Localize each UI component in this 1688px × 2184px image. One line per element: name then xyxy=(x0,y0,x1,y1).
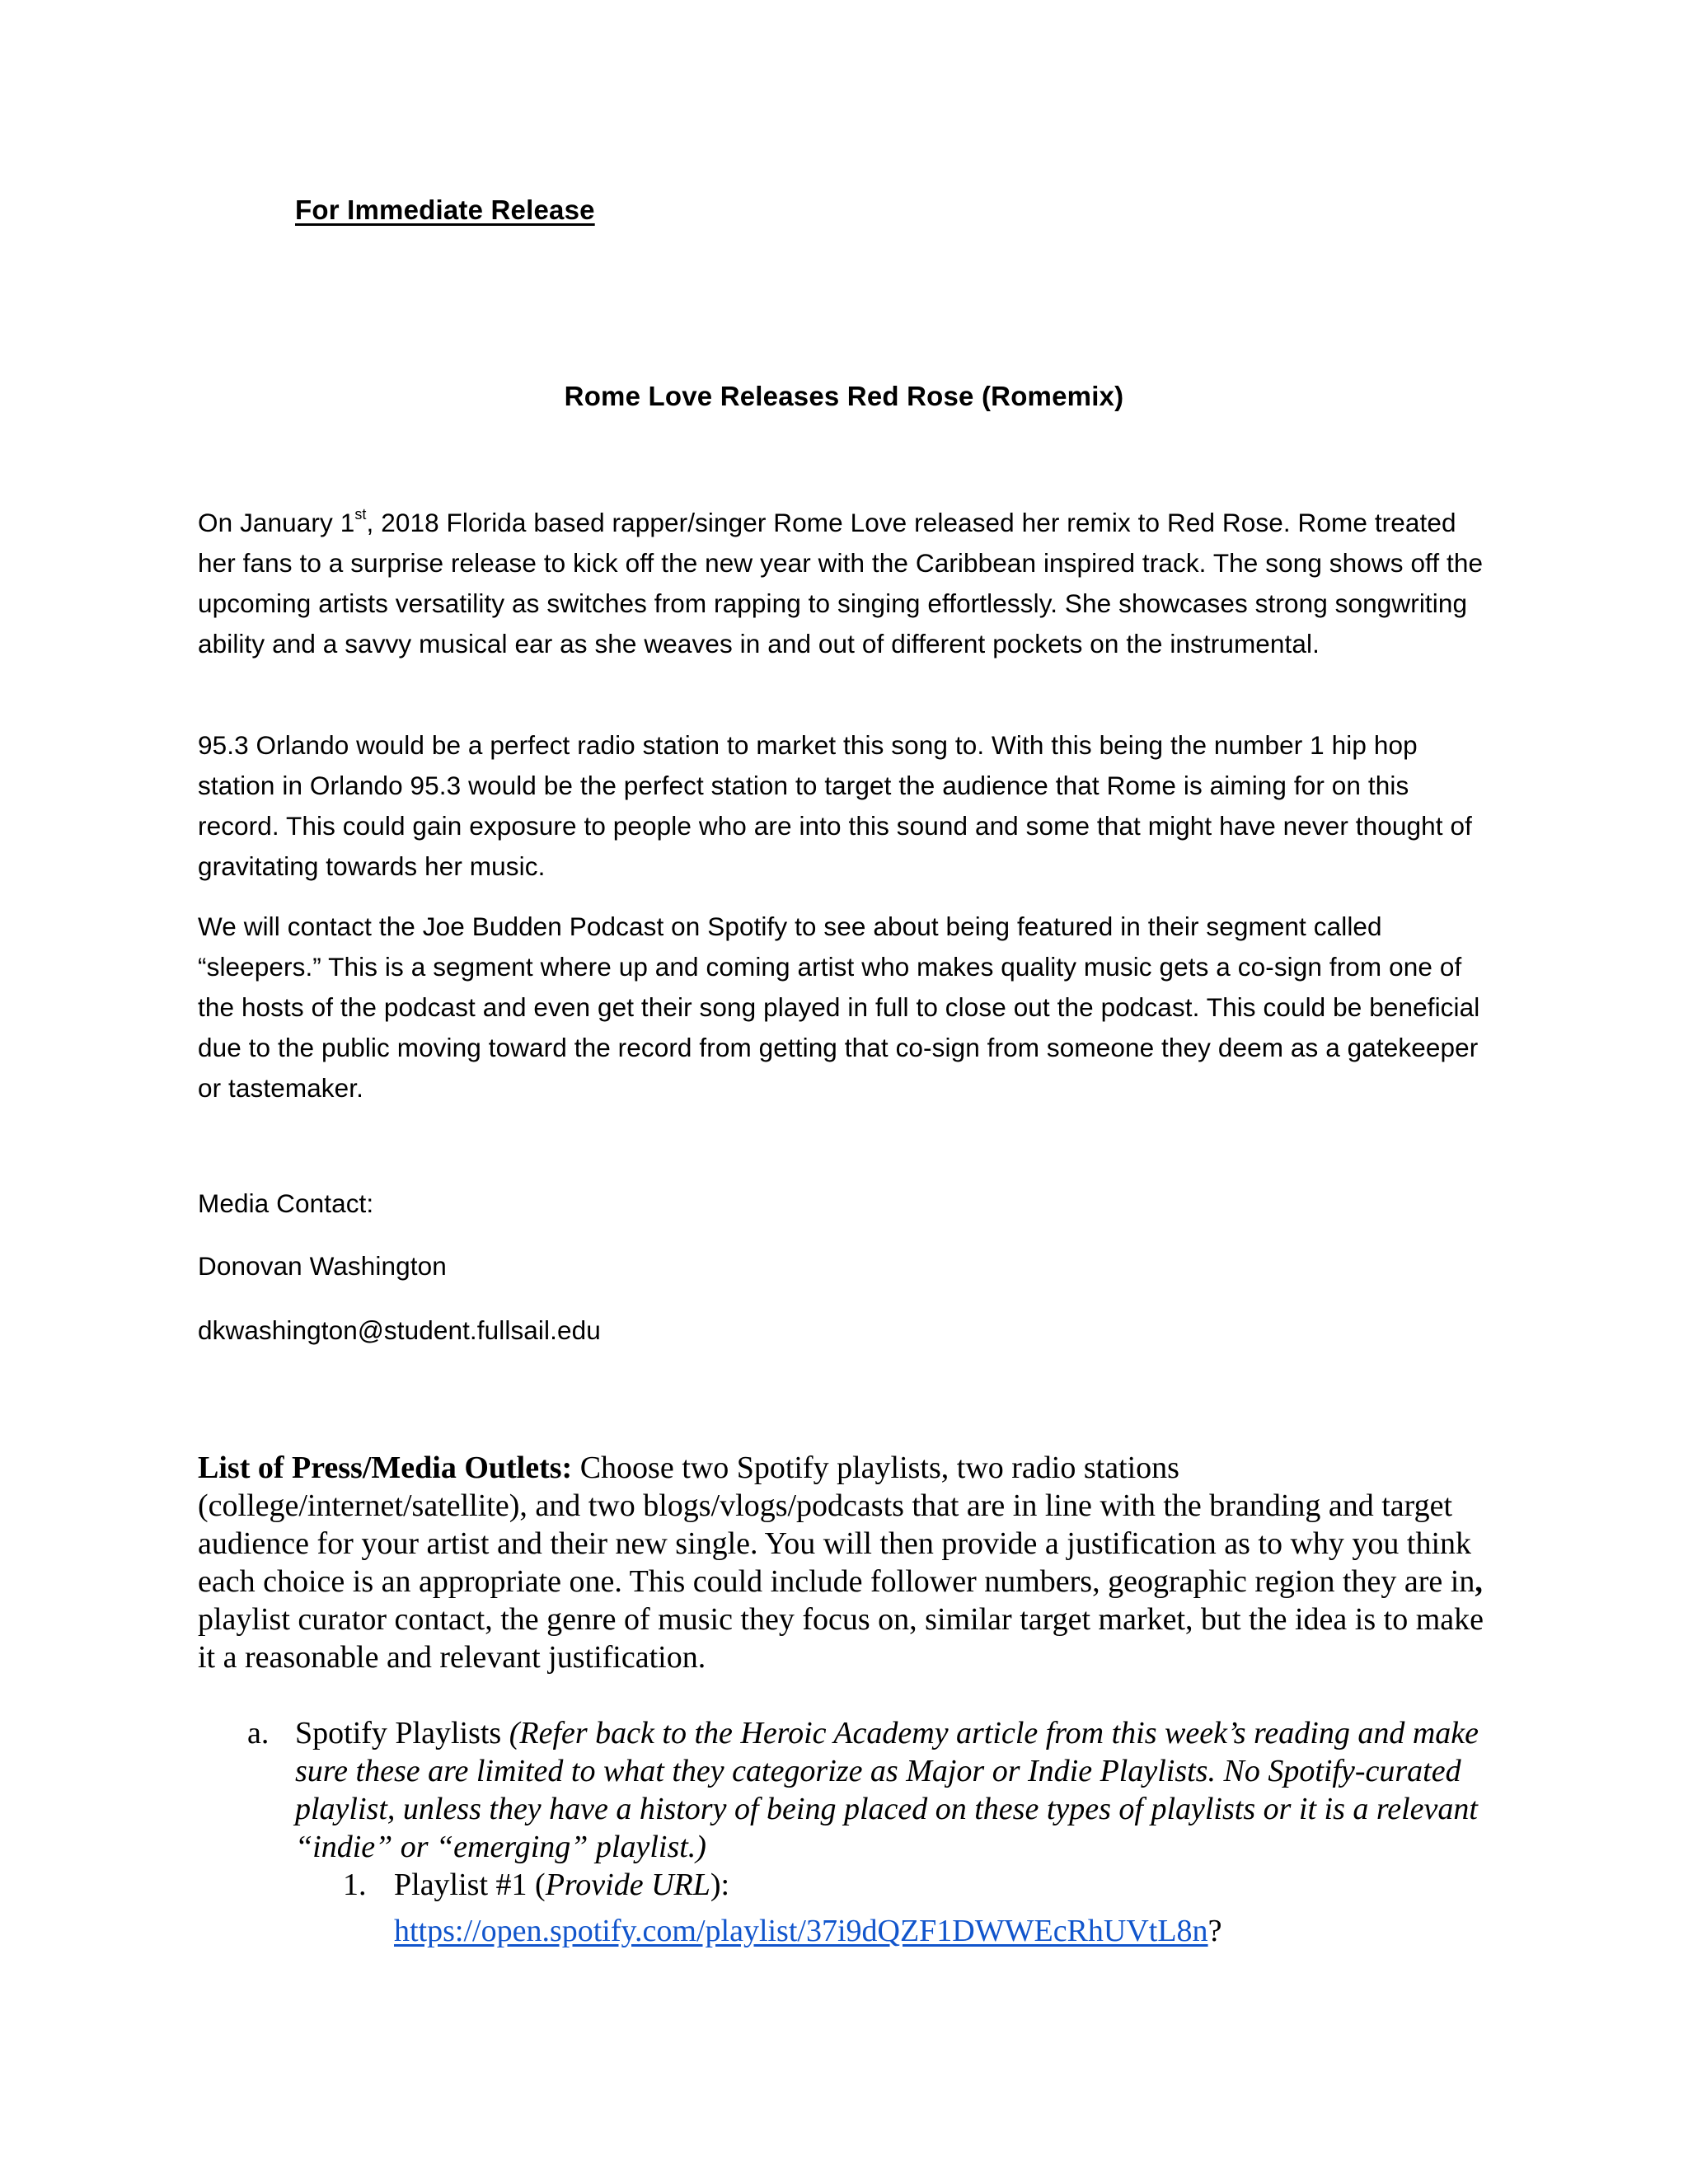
paragraph-release-details xyxy=(198,503,1492,664)
list-item-a-note: (Refer back to the Heroic Academy article from this week’s reading and make sure these are limited to what they categorize as Major or Indie Playlists. No Spotify-curated playlist, unless they have a history of being placed on these types of playlists or it is a relevant “indie” or “emerging” playlist.) xyxy=(295,1716,1479,1864)
playlist-1-url-row xyxy=(394,1912,1497,1950)
paragraph-rest: , 2018 Florida based rapper/singer Rome Love released her remix to Red Rose. Rome treated her fans to a surprise release to kick off the new year with the Caribbean inspired track. The song shows off the upcoming artists versatility as switches from rapping to singing effortlessly. She showcases strong songwriting ability and a savvy musical ear as she weaves in and out of different pockets on the instrumental. xyxy=(198,508,1484,658)
outlets-text-end: playlist curator contact, the genre of music they focus on, similar target market, but the idea is to make it a reasonable and relevant justification. xyxy=(198,1602,1484,1675)
playlist-1-url-suffix: ? xyxy=(1207,1914,1222,1948)
playlist-1-url-link[interactable]: https://open.spotify.com/playlist/37i9dQZF1DWWEcRhUVtL8n xyxy=(394,1914,1208,1948)
outlets-bold-comma: , xyxy=(1475,1564,1483,1599)
release-heading: For Immediate Release xyxy=(295,194,595,225)
playlist-1-label xyxy=(394,1866,1497,1904)
list-item-spotify-playlists xyxy=(247,1714,1517,1866)
list-item-playlist-1 xyxy=(343,1866,1497,1950)
media-contact-name: Donovan Washington xyxy=(198,1251,447,1281)
playlist-1-label-italic: Provide URL xyxy=(545,1868,710,1902)
date-ordinal: st xyxy=(354,505,367,523)
list-item-a-label: Spotify Playlists xyxy=(295,1716,509,1750)
outlets-text: Choose two Spotify playlists, two radio stations (college/internet/satellite), and two blogs/vlogs/podcasts that are in line with the branding and target audience for your artist and their new single. You will then provide a justification as to why you think each choice is an appropriate one. This could include follower numbers, geographic region they are in xyxy=(198,1451,1475,1599)
media-contact-email: dkwashington@student.fullsail.edu xyxy=(198,1315,601,1345)
list-marker-1: 1. xyxy=(343,1868,367,1902)
outlets-title: List of Press/Media Outlets: xyxy=(198,1451,573,1485)
outlets-instructions xyxy=(198,1449,1500,1676)
paragraph-lead: On January 1 xyxy=(198,508,355,537)
press-release-headline: Rome Love Releases Red Rose (Romemix) xyxy=(564,381,1124,411)
list-marker-a: a. xyxy=(247,1716,270,1750)
paragraph-radio-station: 95.3 Orlando would be a perfect radio station to market this song to. With this being the number 1 hip hop station in Orlando 95.3 would be the perfect station to target the audience that Rome is aiming for on this record. This could gain exposure to people who are into this sound and some that might have never thought of gravitating towards her music. xyxy=(198,730,1472,881)
paragraph-podcast: We will contact the Joe Budden Podcast on Spotify to see about being featured in their segment called “sleepers.” This is a segment where up and coming artist who makes quality music gets a co-sign from one of the hosts of the podcast and even get their song played in full to close out the podcast. This could be beneficial due to the public moving toward the record from getting that co-sign from someone they deem as a gatekeeper or tastemaker. xyxy=(198,912,1480,1103)
playlist-1-label-start: Playlist #1 ( xyxy=(394,1868,546,1902)
playlist-1-label-end: ): xyxy=(710,1868,730,1902)
media-contact-label: Media Contact: xyxy=(198,1188,374,1218)
